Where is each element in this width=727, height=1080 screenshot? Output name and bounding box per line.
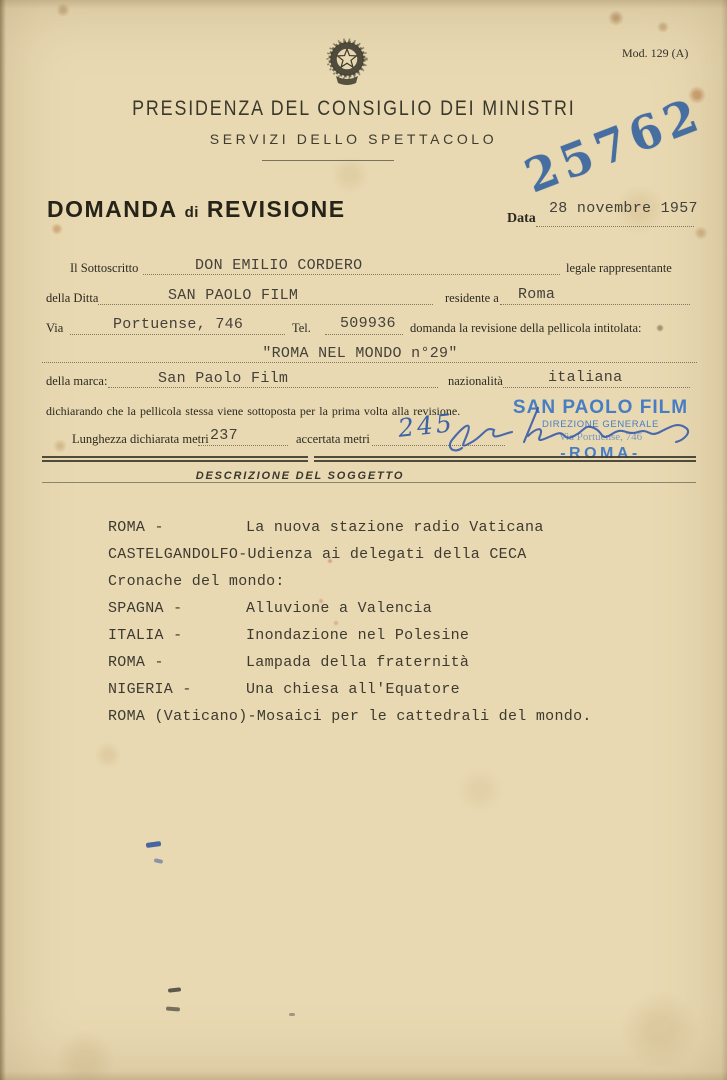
marca-value: San Paolo Film	[158, 370, 289, 387]
film-title-dotted-line	[42, 362, 697, 363]
subject-desc: Lampada della fraternità	[246, 654, 470, 671]
sottoscritto-value: DON EMILIO CORDERO	[195, 257, 363, 274]
lunghezza-value: 237	[210, 427, 238, 444]
subject-place: ROMA (Vaticano)-	[108, 708, 257, 725]
subject-desc: Una chiesa all'Equatore	[246, 681, 460, 698]
film-title-wrap	[0, 344, 720, 362]
subject-place: ROMA -	[108, 654, 164, 671]
state-emblem-icon	[322, 36, 372, 88]
title-word1: DOMANDA	[47, 196, 177, 222]
marca-dotted-line	[108, 387, 438, 388]
subject-list	[108, 514, 592, 730]
subject-place: NIGERIA -	[108, 681, 192, 698]
lunghezza-label: Lunghezza dichiarata metri	[72, 432, 209, 446]
domanda-text: domanda la revisione della pellicola intitolata:	[410, 321, 642, 335]
section-rule-right	[314, 456, 696, 462]
subject-row	[108, 622, 592, 649]
date-dotted-line	[536, 226, 694, 227]
subject-row	[108, 703, 592, 730]
ditta-dotted-line	[98, 304, 433, 305]
ink-smudge	[154, 858, 164, 864]
model-number-label: Mod. 129 (A)	[622, 46, 689, 60]
protocol-number-stamp: 25762	[517, 86, 710, 204]
section-rule-left	[42, 456, 308, 462]
date-value: 28 novembre 1957	[549, 200, 698, 217]
title-di: di	[184, 204, 199, 221]
subject-row	[108, 568, 592, 595]
subject-place: ROMA -	[108, 519, 164, 536]
subject-desc: Udienza ai delegati della CECA	[247, 546, 527, 563]
subject-row	[108, 514, 592, 541]
department-title: SERVIZI DELLO SPETTACOLO	[209, 131, 498, 147]
tel-value: 509936	[340, 315, 396, 332]
subject-row	[108, 649, 592, 676]
tel-label: Tel.	[292, 321, 311, 335]
lunghezza-dotted-line	[198, 445, 288, 446]
section-divider-label: DESCRIZIONE DEL SOGGETTO	[195, 470, 405, 482]
subject-desc: Inondazione nel Polesine	[246, 627, 470, 644]
signature-ink	[428, 398, 706, 460]
organization-title: PRESIDENZA DEL CONSIGLIO DEI MINISTRI	[131, 97, 576, 120]
subject-row	[108, 676, 592, 703]
accertata-handwritten-value: 245	[396, 408, 457, 443]
subject-place: ITALIA -	[108, 627, 183, 644]
header-divider-line	[262, 160, 394, 161]
residente-dotted-line	[500, 304, 690, 305]
accertata-label: accertata metri	[296, 432, 370, 446]
subject-desc: Alluvione a Valencia	[246, 600, 433, 617]
company-stamp-address: Via Portuense, 746	[558, 430, 643, 443]
header-organization	[0, 97, 707, 121]
subject-row	[108, 595, 592, 622]
marca-label: della marca:	[46, 374, 108, 388]
ditta-value: SAN PAOLO FILM	[168, 287, 299, 304]
paper-speck	[289, 1013, 295, 1016]
sottoscritto-dotted-line	[143, 274, 560, 275]
company-stamp-name: SAN PAOLO FILM	[512, 397, 689, 418]
via-label: Via	[46, 321, 64, 335]
nazionalita-label: nazionalità	[448, 374, 503, 388]
section-underline	[42, 482, 696, 483]
nazionalita-value: italiana	[548, 369, 623, 386]
residente-label: residente a	[445, 291, 499, 305]
company-stamp-division: DIREZIONE GENERALE	[542, 419, 659, 430]
subject-row	[108, 541, 592, 568]
subject-place: CASTELGANDOLFO-	[108, 546, 248, 563]
sottoscritto-label: Il Sottoscritto	[70, 261, 139, 275]
via-dotted-line	[70, 334, 285, 335]
film-title-value: "ROMA NEL MONDO n°29"	[262, 345, 458, 362]
subject-desc: Mosaici per le cattedrali del mondo.	[256, 708, 592, 725]
title-word2: REVISIONE	[206, 196, 346, 222]
nazionalita-dotted-line	[503, 387, 690, 388]
via-value: Portuense, 746	[113, 316, 244, 333]
legale-label: legale rappresentante	[566, 261, 672, 275]
residente-value: Roma	[518, 286, 556, 303]
document-title	[47, 196, 346, 223]
dichiarando-text: dichiarando che la pellicola stessa viene sottoposta per la prima volta alla revisione.	[46, 404, 461, 418]
subject-place: Cronache del mondo:	[108, 573, 285, 590]
company-stamp-city: -ROMA-	[560, 444, 641, 462]
date-label: Data	[507, 211, 536, 226]
subject-place: SPAGNA -	[108, 600, 183, 617]
paper-speck	[166, 1007, 180, 1012]
subject-desc: La nuova stazione radio Vaticana	[246, 519, 544, 536]
ditta-label: della Ditta	[46, 291, 99, 305]
tel-dotted-line	[325, 334, 403, 335]
ink-smudge	[146, 841, 162, 848]
paper-speck	[168, 987, 181, 992]
